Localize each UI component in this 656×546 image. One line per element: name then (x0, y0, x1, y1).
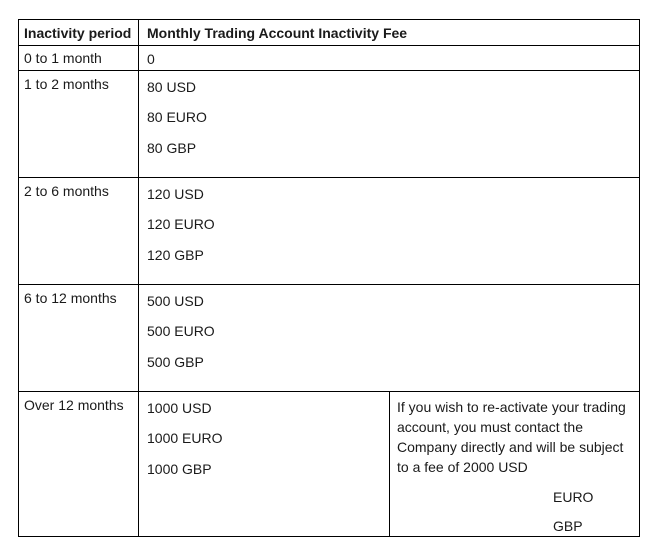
header-divider (19, 45, 639, 46)
period-cell: 0 to 1 month (24, 50, 102, 66)
inactivity-fee-table (18, 19, 640, 537)
fee-euro: 120 EURO (147, 216, 215, 232)
fee-usd: 1000 USD (147, 400, 212, 416)
fee-cell: 0 (147, 51, 155, 67)
fee-euro: 80 EURO (147, 109, 207, 125)
period-cell: 2 to 6 months (24, 183, 109, 199)
header-inactivity-fee: Monthly Trading Account Inactivity Fee (147, 25, 408, 41)
row-divider (19, 284, 639, 285)
column-divider (138, 20, 139, 536)
fee-usd: 80 USD (147, 79, 197, 95)
row-divider (19, 391, 639, 392)
note-column-divider (389, 391, 390, 536)
fee-usd: 500 USD (147, 293, 204, 309)
note-gbp: GBP (553, 518, 583, 534)
header-inactivity-period: Inactivity period (24, 25, 132, 41)
row-divider (19, 177, 639, 178)
fee-gbp: 1000 GBP (147, 461, 212, 477)
fee-gbp: 120 GBP (147, 247, 204, 263)
fee-euro: 500 EURO (147, 323, 215, 339)
fee-gbp: 500 GBP (147, 354, 204, 370)
row-divider (19, 70, 639, 71)
period-cell: 6 to 12 months (24, 290, 117, 306)
reactivation-note: If you wish to re-activate your trading account, you must contact the Company directly and will be subject to a fee of 2000 USD (397, 399, 626, 475)
note-euro: EURO (553, 489, 594, 505)
period-cell: 1 to 2 months (24, 76, 109, 92)
fee-gbp: 80 GBP (147, 140, 197, 156)
fee-usd: 120 USD (147, 186, 204, 202)
fee-euro: 1000 EURO (147, 430, 223, 446)
period-cell: Over 12 months (24, 397, 124, 413)
